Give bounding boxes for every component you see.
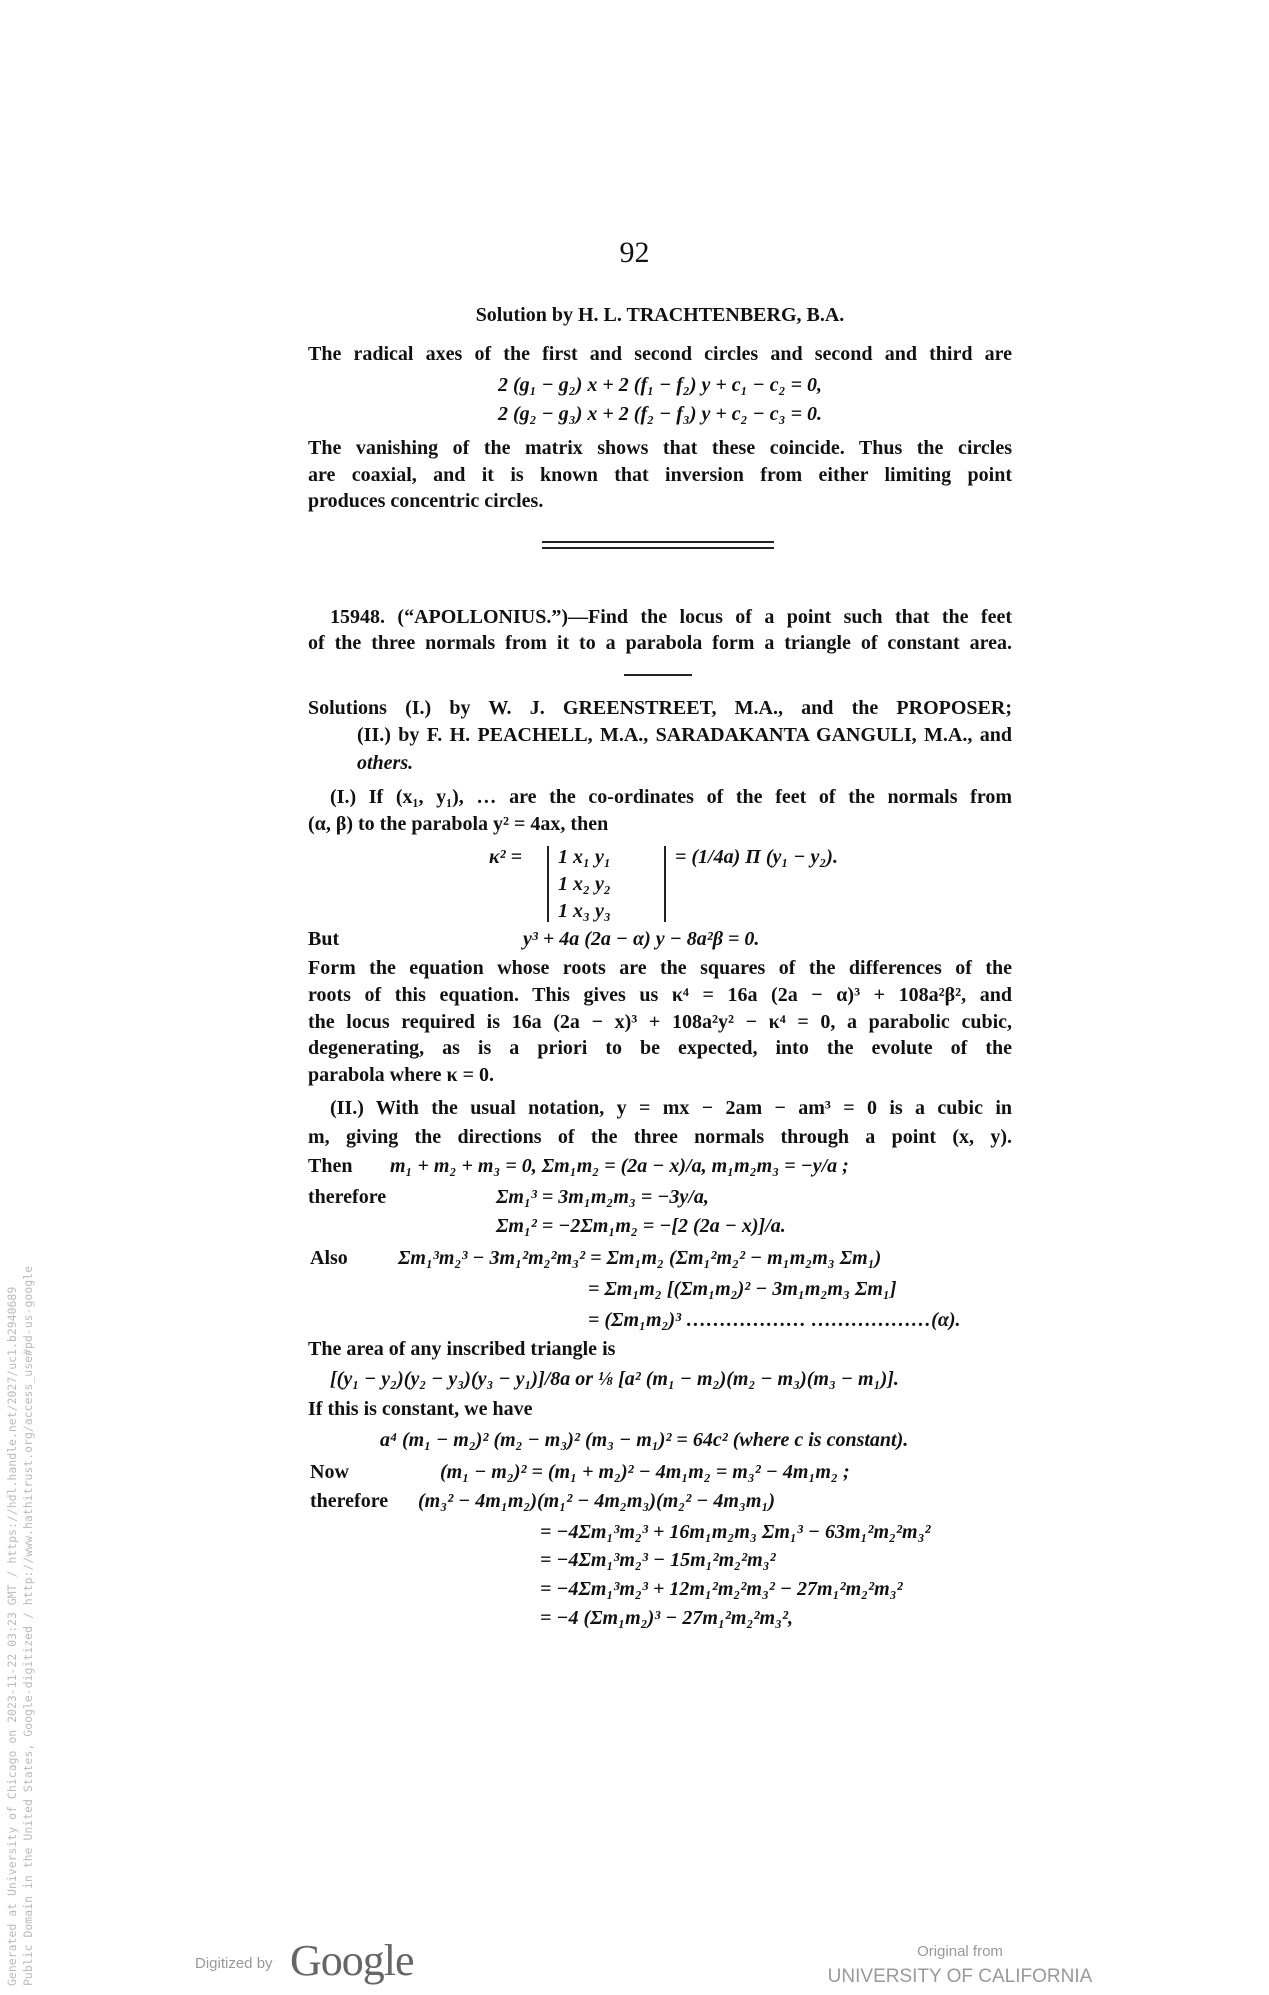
equation: Σm₁³m₂³ − 3m₁²m₂²m₃² = Σm₁m₂ (Σm₁²m₂² − m₁m₂m₃ Σm₁): [398, 1247, 882, 1269]
text-line: m, giving the directions of the three normals through a point (x, y).: [308, 1126, 1012, 1148]
text-line: (I.) If (x₁, y₁), … are the co-ordinates of the feet of the normals from: [330, 786, 1012, 808]
label-then: Then: [308, 1155, 353, 1177]
equation: y³ + 4a (2a − α) y − 8a²β = 0.: [523, 928, 760, 950]
text-line: (II.) With the usual notation, y = mx − 2am − am³ = 0 is a cubic in: [330, 1097, 1012, 1119]
double-rule-top: [542, 541, 774, 543]
question-text: (“APOLLONIUS.”)—Find the locus of a point such that the feet: [397, 606, 1012, 628]
double-rule-bottom: [542, 547, 774, 549]
text-line: are coaxial, and it is known that inversion from either limiting point: [308, 464, 1012, 486]
label-but: But: [308, 928, 340, 950]
label-therefore: therefore: [310, 1490, 389, 1512]
equation: = Σm₁m₂ [(Σm₁m₂)² − 3m₁m₂m₃ Σm₁]: [588, 1278, 897, 1300]
text-line: Form the equation whose roots are the squares of the differences of the: [308, 957, 1012, 979]
label-also: Also: [310, 1247, 348, 1269]
equation: 2 (g₁ − g₂) x + 2 (f₁ − f₂) y + c₁ − c₂ = 0,: [498, 374, 822, 396]
question-line: [330, 604, 1012, 630]
determinant-row: 1 x₂ y₂: [558, 873, 611, 895]
equation: Σm₁² = −2Σm₁m₂ = −[2 (2a − x)]/a.: [496, 1215, 786, 1237]
kappa-rhs: = (1/4a) Π (y₁ − y₂).: [675, 846, 838, 868]
text-line: degenerating, as is a priori to be expected, into the evolute of the: [308, 1037, 1012, 1059]
equation: 2 (g₂ − g₃) x + 2 (f₂ − f₃) y + c₂ − c₃ = 0.: [498, 403, 822, 425]
short-rule: [624, 674, 692, 676]
label-now: Now: [310, 1461, 349, 1483]
equation: m₁ + m₂ + m₃ = 0, Σm₁m₂ = (2a − x)/a, m₁m₂m₃ = −y/a ;: [390, 1155, 849, 1177]
text-line: roots of this equation. This gives us κ⁴ = 16a (2a − α)³ + 108a²β², and: [308, 984, 1012, 1006]
text-line: parabola where κ = 0.: [308, 1064, 495, 1086]
original-from-label: Original from: [917, 1943, 1003, 1960]
page-number: 92: [619, 236, 650, 269]
solutions-byline: (II.) by F. H. PEACHELL, M.A., SARADAKANTA GANGULI, M.A., and: [357, 724, 1012, 746]
text-line: produces concentric circles.: [308, 490, 544, 512]
determinant-bar-left: [547, 846, 549, 922]
institution-label: UNIVERSITY OF CALIFORNIA: [827, 1966, 1093, 1987]
text-line: The area of any inscribed triangle is: [308, 1338, 616, 1360]
text-line: The radical axes of the first and second circles and second and third are: [308, 343, 1012, 365]
text-line: (α, β) to the parabola y² = 4ax, then: [308, 813, 609, 835]
determinant-bar-right: [664, 846, 666, 922]
determinant-row: 1 x₃ y₃: [558, 900, 611, 922]
label-therefore: therefore: [308, 1186, 387, 1208]
equation: [(y₁ − y₂)(y₂ − y₃)(y₃ − y₁)]/8a or ⅛ [a² (m₁ − m₂)(m₂ − m₃)(m₃ − m₁)].: [330, 1368, 899, 1390]
access-watermark: [4, 1006, 36, 1986]
equation: (m₁ − m₂)² = (m₁ + m₂)² − 4m₁m₂ = m₃² − 4m₁m₂ ;: [440, 1461, 850, 1483]
kappa-lhs: κ² =: [489, 846, 522, 868]
equation: a⁴ (m₁ − m₂)² (m₂ − m₃)² (m₃ − m₁)² = 64c² (where c is constant).: [380, 1429, 909, 1451]
question-number: 15948.: [330, 606, 385, 628]
equation: = −4 (Σm₁m₂)³ − 27m₁²m₂²m₃²,: [540, 1607, 793, 1629]
text-line: the locus required is 16a (2a − x)³ + 108a²y² − κ⁴ = 0, a parabolic cubic,: [308, 1011, 1012, 1033]
watermark-line: Public Domain in the United States, Google-digitized / http://www.hathitrust.org/access_use#pd-us-google: [21, 1265, 35, 1986]
google-logo: Google: [290, 1936, 414, 1985]
equation: = (Σm₁m₂)³ ……………… ………………(α).: [588, 1309, 961, 1331]
equation: = −4Σm₁³m₂³ + 16m₁m₂m₃ Σm₁³ − 63m₁²m₂²m₃²: [540, 1521, 931, 1543]
question-line: of the three normals from it to a parabola form a triangle of constant area.: [308, 632, 1012, 654]
text-line: If this is constant, we have: [308, 1398, 533, 1420]
equation: Σm₁³ = 3m₁m₂m₃ = −3y/a,: [496, 1186, 709, 1208]
solution-byline: Solution by H. L. TRACHTENBERG, B.A.: [475, 304, 845, 326]
equation: (m₃² − 4m₁m₂)(m₁² − 4m₂m₃)(m₂² − 4m₃m₁): [418, 1490, 776, 1512]
determinant-row: 1 x₁ y₁: [558, 846, 611, 868]
digitized-by-label: Digitized by: [195, 1955, 273, 1972]
solutions-byline: others.: [357, 752, 414, 774]
text-line: The vanishing of the matrix shows that these coincide. Thus the circles: [308, 437, 1012, 459]
solutions-byline: Solutions (I.) by W. J. GREENSTREET, M.A., and the PROPOSER;: [308, 697, 1012, 719]
watermark-line: Generated at University of Chicago on 2023-11-22 03:23 GMT / https://hdl.handle.net/2027/uc1.b2940689: [5, 1286, 19, 1986]
equation: = −4Σm₁³m₂³ − 15m₁²m₂²m₃²: [540, 1549, 776, 1571]
equation: = −4Σm₁³m₂³ + 12m₁²m₂²m₃² − 27m₁²m₂²m₃²: [540, 1578, 903, 1600]
